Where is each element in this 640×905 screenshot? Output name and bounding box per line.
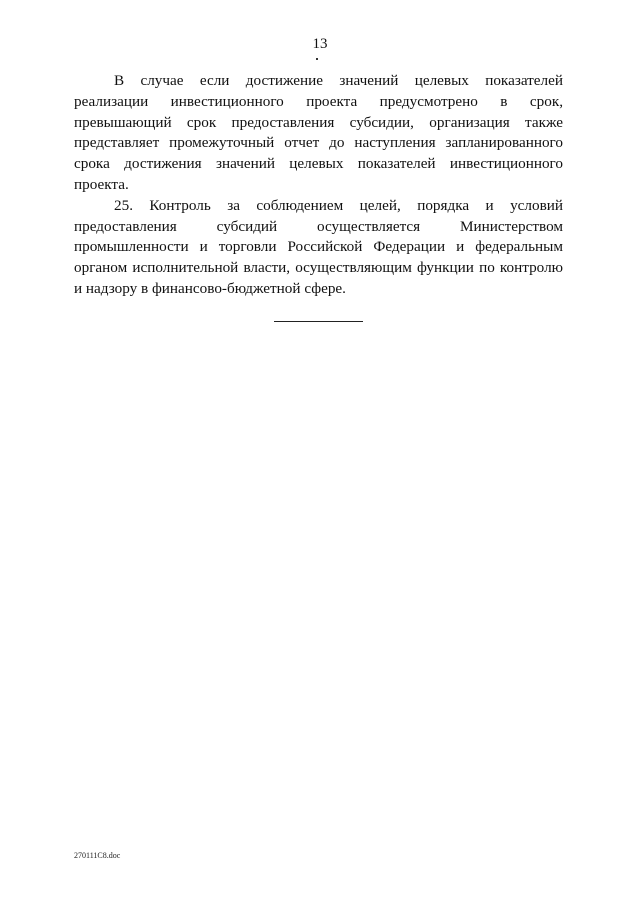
scan-dot-mark bbox=[316, 58, 318, 60]
document-body bbox=[74, 71, 563, 300]
page-number: 13 bbox=[312, 36, 328, 52]
paragraph-control-clause-25: 25. Контроль за соблюдением целей, порядка и условий предоставления субсидий осуществляется Министерством промышленности и торговли Российской Федерации и федеральным органом исполнительной власти, осуществляющим функции по контролю и надзору в финансово-бюджетной сфере. bbox=[74, 196, 563, 297]
paragraph-reporting-deadline: В случае если достижение значений целевых показателей реализации инвестиционного проекта предусмотрено в срок, превышающий срок предоставления субсидии, организация также представляет промежуточный отчет до наступления запланированного срока достижения значений целевых показателей инвестиционного проекта. bbox=[74, 72, 563, 193]
end-of-text-rule bbox=[274, 321, 363, 322]
footer-file-name: 270111C8.doc bbox=[74, 851, 121, 860]
